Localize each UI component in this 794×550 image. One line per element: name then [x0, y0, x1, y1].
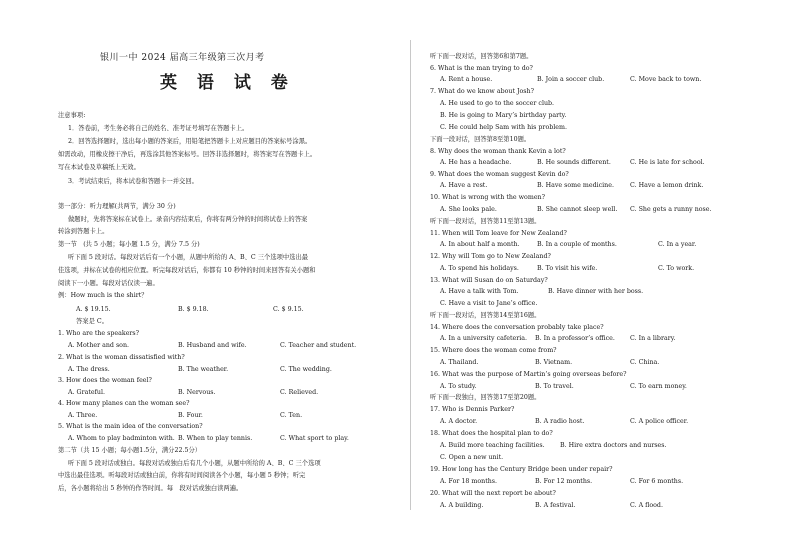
question: 4. How many planes can the woman see? [58, 400, 190, 407]
option: C. For 6 months. [630, 478, 684, 485]
section1-text: 听下面 5 段对话。每段对话后有一个小题，从题中所给的 A、B、C 三个选项中选出最 [68, 254, 309, 261]
option: C. Move back to town. [630, 76, 702, 83]
option: C. The wedding. [280, 366, 332, 373]
example-question: 例：How much is the shirt？ [58, 292, 148, 299]
question: 6. What is the man trying to do? [430, 65, 533, 72]
example-option: C. $ 9.15. [273, 306, 304, 313]
listening-instruction: 听下面一段独白，回答第17至第20题。 [430, 394, 541, 401]
section1-text: 佳选项，并标在试卷的相应位置。听完每段对话后，你都有 10 秒钟的时间来回答有关小题和 [58, 267, 316, 274]
option: A. He used to go to the soccer club. [440, 100, 555, 107]
option: B. Four. [178, 412, 203, 419]
listening-instruction: 听下面一段对话，回答第14至第16题。 [430, 312, 541, 319]
part1-intro: 转涂到答题卡上。 [58, 228, 109, 235]
part1-heading: 第一部分：听力理解(共两节，满分 30 分) [58, 203, 176, 210]
option: B. Husband and wife. [178, 342, 247, 349]
option: B. A festival. [535, 502, 576, 509]
option: B. In a couple of months. [537, 241, 617, 248]
option: A. A doctor. [440, 418, 478, 425]
option: B. A radio host. [535, 418, 585, 425]
section2-text: 听下面 5 段对话或独白。每段对话或独白后有几个小题，从题中所给的 A、B、C 三个选项 [68, 460, 321, 467]
option: C. To work. [658, 265, 695, 272]
option: A. In about half a month. [440, 241, 520, 248]
question: 3. How does the woman feel? [58, 377, 152, 384]
option: A. Grateful. [68, 389, 106, 396]
question: 11. When will Tom leave for New Zealand? [430, 230, 567, 237]
option: A. The dress. [68, 366, 110, 373]
school-title: 银川一中 2024 届高三年级第三次月考 [100, 53, 265, 63]
question: 17. Who is Dennis Parker? [430, 406, 515, 413]
option: A. For 18 months. [440, 478, 498, 485]
question: 1. Who are the speakers? [58, 330, 140, 337]
option: B. He sounds different. [537, 159, 611, 166]
option: A. Thailand. [440, 359, 479, 366]
option: B. To travel. [535, 383, 574, 390]
option: B. Hire extra doctors and nurses. [560, 442, 667, 449]
option: A. Three. [68, 412, 98, 419]
option: C. Open a new unit. [440, 454, 504, 461]
option: B. To visit his wife. [537, 265, 598, 272]
option: A. To study. [440, 383, 477, 390]
question: 2. What is the woman dissatisfied with? [58, 354, 185, 361]
listening-instruction: 听下面一段对话，回答第11至第13题。 [430, 218, 541, 225]
option: B. Nervous. [178, 389, 216, 396]
question: 16. What was the purpose of Martin’s going overseas before? [430, 371, 627, 378]
section2-text: 中选出最佳选项。听每段对话或独白前，你将有时间阅读各个小题，每小题 5 秒钟；听完 [58, 472, 306, 479]
option: C. He is late for school. [630, 159, 705, 166]
listening-instruction: 下面一段对话，回答第8至第10题。 [430, 136, 531, 143]
option: C. In a year. [658, 241, 697, 248]
section2-text: 后，各小题将给出 5 秒钟的作答时间。每 段对话或独白读两遍。 [58, 485, 243, 492]
question: 8. Why does the woman thank Kevin a lot? [430, 148, 566, 155]
exam-title: 英 语 试 卷 [160, 73, 295, 93]
question: 13. What will Susan do on Saturday? [430, 277, 548, 284]
section1-heading: 第一节 (共 5 小题；每小题 1.5 分，满分 7.5 分) [58, 241, 200, 248]
option: A. He has a headache. [440, 159, 512, 166]
question: 20. What will the next report be about? [430, 490, 556, 497]
option: C. Relieved. [280, 389, 319, 396]
section2-heading: 第二节（共 15 小题；每小题1.5分，满分22.5分） [58, 447, 202, 454]
question: 10. What is wrong with the women? [430, 194, 545, 201]
notice-item: 1．答卷前，考生务必将自己的姓名、准考证号填写在答题卡上。 [68, 125, 249, 132]
option: B. She cannot sleep well. [537, 206, 618, 213]
option: A. To spend his holidays. [440, 265, 519, 272]
question: 9. What does the woman suggest Kevin do? [430, 171, 569, 178]
option: C. What sport to play. [280, 435, 349, 442]
question: 7. What do we know about Josh? [430, 88, 534, 95]
listening-instruction: 听下面一段对话，回答第6和第7题。 [430, 53, 533, 60]
question: 14. Where does the conversation probably take place? [430, 324, 604, 331]
notice-heading: 注意事项: [58, 112, 86, 119]
option: B. For 12 months. [535, 478, 593, 485]
option: B. Vietnam. [535, 359, 573, 366]
example-option: B. $ 9.18. [178, 306, 209, 313]
option: C. In a library. [630, 335, 676, 342]
option: A. A building. [440, 502, 484, 509]
section1-text: 阅读下一小题。每段对话仅读一遍。 [58, 280, 159, 287]
option: B. When to play tennis. [178, 435, 253, 442]
notice-item: 如需改动，用橡皮擦干净后，再选涂其他答案标号。回答非选择题时，将答案写在答题卡上。 [58, 151, 317, 158]
option: B. Have dinner with her boss. [548, 288, 644, 295]
option: A. Have a rest. [440, 182, 488, 189]
option: A. Build more teaching facilities. [440, 442, 545, 449]
question: 19. How long has the Century Bridge been under repair? [430, 466, 613, 473]
option: C. Have a lemon drink. [630, 182, 704, 189]
example-answer: 答案是 C。 [76, 318, 109, 325]
option: C. He could help Sam with his problem. [440, 124, 567, 131]
notice-item: 2．回答选择题时，选出每小题的答案后，用铅笔把答题卡上对应题目的答案标号涂黑。 [68, 138, 312, 145]
option: B. Have some medicine. [537, 182, 614, 189]
notice-item: 写在本试卷及草稿纸上无效。 [58, 164, 140, 171]
question: 12. Why will Tom go to New Zealand? [430, 253, 551, 260]
question: 5. What is the main idea of the conversation? [58, 423, 203, 430]
option: B. In a professor’s office. [535, 335, 615, 342]
column-divider [410, 40, 411, 510]
question: 18. What does the hospital plan to do? [430, 430, 553, 437]
option: B. Join a soccer club. [537, 76, 605, 83]
option: C. A flood. [630, 502, 663, 509]
option: B. The weather. [178, 366, 229, 373]
option: C. China. [630, 359, 660, 366]
option: A. In a university cafeteria. [440, 335, 527, 342]
option: C. Ten. [280, 412, 303, 419]
notice-item: 3．考试结束后，将本试卷和答题卡一并交回。 [68, 178, 198, 185]
option: A. Rent a house. [440, 76, 493, 83]
option: A. Have a talk with Tom. [440, 288, 519, 295]
option: C. A police officer. [630, 418, 689, 425]
option: A. She looks pale. [440, 206, 497, 213]
part1-intro: 做题时，先将答案标在试卷上。录音内容结束后，你将有两分钟的时间将试卷上的答案 [68, 216, 308, 223]
option: C. Teacher and student. [280, 342, 357, 349]
option: A. Whom to play badminton with. [68, 435, 175, 442]
option: C. To earn money. [630, 383, 687, 390]
option: C. She gets a runny nose. [630, 206, 712, 213]
question: 15. Where does the woman come from? [430, 347, 557, 354]
option: A. Mother and son. [68, 342, 130, 349]
example-option: A. $ 19.15. [76, 306, 111, 313]
option: C. Have a visit to Jane’s office. [440, 300, 538, 307]
option: B. He is going to Mary’s birthday party. [440, 112, 567, 119]
